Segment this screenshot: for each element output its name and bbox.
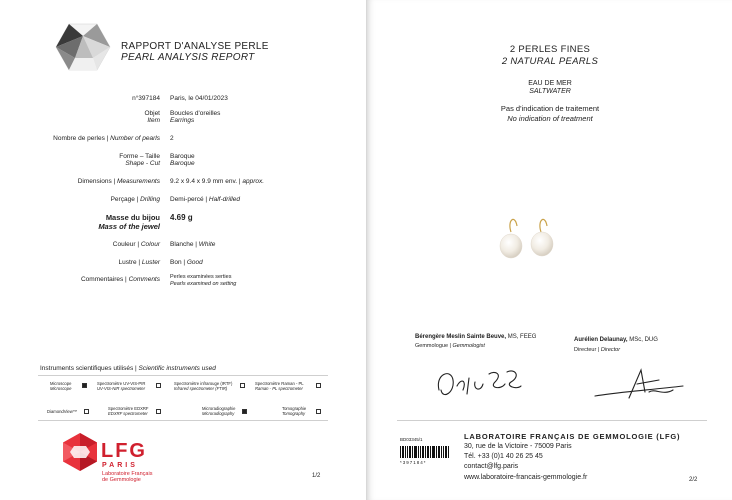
footer-divider-right: [397, 420, 707, 421]
instrument-edxrf-checkbox: [156, 409, 161, 414]
lab-name: LABORATOIRE FRANÇAIS DE GEMMOLOGIE (LFG): [464, 432, 681, 441]
report-title-fr: RAPPORT D'ANALYSE PERLE: [121, 41, 269, 52]
luster-label: Lustre | Luster: [118, 259, 160, 266]
water-type-fr: EAU DE MER: [528, 80, 572, 87]
footer-divider: [38, 420, 328, 421]
barcode: [400, 446, 450, 458]
drilling-label: Perçage | Drilling: [110, 196, 160, 203]
instrument-microscope-checkbox: [82, 383, 87, 388]
lfg-logo-subtitle: Laboratoire Français de Gemmologie: [102, 471, 153, 483]
lab-website[interactable]: www.laboratoire-francais-gemmologie.fr: [464, 474, 588, 481]
dimensions-value: 9.2 x 9.4 x 9.9 mm env. | approx.: [170, 178, 265, 185]
object-value-en: Earrings: [170, 117, 195, 124]
gem-hexagon-logo-icon: [55, 22, 111, 72]
instrument-microradiography-checkbox: [242, 409, 247, 414]
instrument-microscope: Microscope Microscope: [50, 381, 72, 391]
lab-phone: Tél. +33 (0)1 40 26 25 45: [464, 453, 543, 460]
instrument-tomography-checkbox: [316, 409, 321, 414]
signatory-1-name: Bérengère Meslin Sainte Beuve, MS, FEEG: [415, 334, 537, 340]
shape-label-fr: Forme – Taille: [119, 153, 160, 160]
luster-value: Bon | Good: [170, 259, 203, 266]
signatory-1-role: Gemmologue | Gemmologist: [415, 343, 485, 349]
drilling-value: Demi-percé | Half-drilled: [170, 196, 240, 203]
instrument-microradiography: Microradiographie Microradiography: [202, 406, 236, 416]
place-date: Paris, le 04/01/2023: [170, 95, 228, 102]
mass-label-en: Mass of the jewel: [98, 222, 160, 231]
instrument-raman-checkbox: [316, 383, 321, 388]
instruments-title: Instruments scientifiques utilisés | Scientific instruments used: [40, 365, 216, 372]
object-label-fr: Objet: [144, 110, 160, 117]
instrument-uv-vis-checkbox: [156, 383, 161, 388]
instrument-diamondview-checkbox: [84, 409, 89, 414]
signature-2: [589, 362, 689, 406]
colour-label: Couleur | Colour: [112, 241, 160, 248]
lab-address: 30, rue de la Victoire - 75009 Paris: [464, 443, 572, 450]
pearl-heading-en: 2 NATURAL PEARLS: [501, 56, 599, 67]
lfg-logo-text: LFG: [101, 440, 147, 462]
instrument-ftir-checkbox: [240, 383, 245, 388]
colour-value: Blanche | White: [170, 241, 216, 248]
instrument-edxrf: Spectromètre EDXRF EDXRF spectrometer: [108, 406, 149, 416]
instrument-tomography: Tomographie Tomography: [282, 406, 307, 416]
signatory-2-role: Directeur | Director: [574, 347, 621, 353]
comments-value-fr: Perles examinées serties: [170, 274, 232, 280]
lab-email[interactable]: contact@lfg.paris: [464, 463, 519, 470]
mass-value: 4.69 g: [170, 213, 193, 222]
object-label-en: Item: [147, 117, 160, 124]
document-code: BD03345/1: [400, 437, 423, 442]
water-type-en: SALTWATER: [529, 88, 571, 95]
signatory-2-name: Aurélien Delaunay, MSc, DUG: [574, 337, 658, 343]
treatment-en: No indication of treatment: [507, 114, 593, 123]
instrument-raman: Spectromètre Raman - PL Raman - PL spectrometer: [255, 381, 304, 391]
num-pearls-value: 2: [170, 135, 174, 142]
dimensions-label: Dimensions | Measurements: [77, 178, 160, 185]
report-page-2: [366, 0, 732, 500]
page-number-2: 2/2: [689, 477, 698, 483]
mass-label-fr: Masse du bijou: [105, 213, 160, 222]
pearl-heading-fr: 2 PERLES FINES: [509, 44, 591, 55]
signature-1: [429, 360, 539, 408]
shape-value-fr: Baroque: [170, 153, 195, 160]
shape-value-en: Baroque: [170, 160, 195, 167]
lfg-hexagon-logo-icon: [60, 432, 100, 472]
instrument-uv-vis: Spectromètre UV-VIS-PIR UV-VIS-NIR spectrometer: [97, 381, 146, 391]
comments-label: Commentaires | Comments: [80, 276, 160, 283]
treatment-fr: Pas d'indication de traitement: [500, 104, 600, 113]
object-value-fr: Boucles d'oreilles: [170, 110, 221, 117]
instrument-ftir: Spectromètre infrarouge (IRTF) Infrared spectrometer (FTIR): [174, 381, 233, 391]
num-pearls-label: Nombre de perles | Number of pearls: [53, 135, 160, 142]
report-number: n°397184: [132, 95, 160, 102]
earrings-photo: [497, 212, 561, 264]
page-number-1: 1/2: [312, 473, 321, 479]
lfg-logo-city: PARIS: [102, 462, 138, 469]
instruments-divider: [38, 375, 328, 376]
comments-value-en: Pearls examined on setting: [170, 281, 237, 287]
shape-label-en: Shape - Cut: [125, 160, 160, 167]
barcode-text: *397184*: [400, 460, 427, 465]
instrument-diamondview: DiamondView™: [47, 409, 77, 414]
report-title-en: PEARL ANALYSIS REPORT: [121, 52, 255, 63]
